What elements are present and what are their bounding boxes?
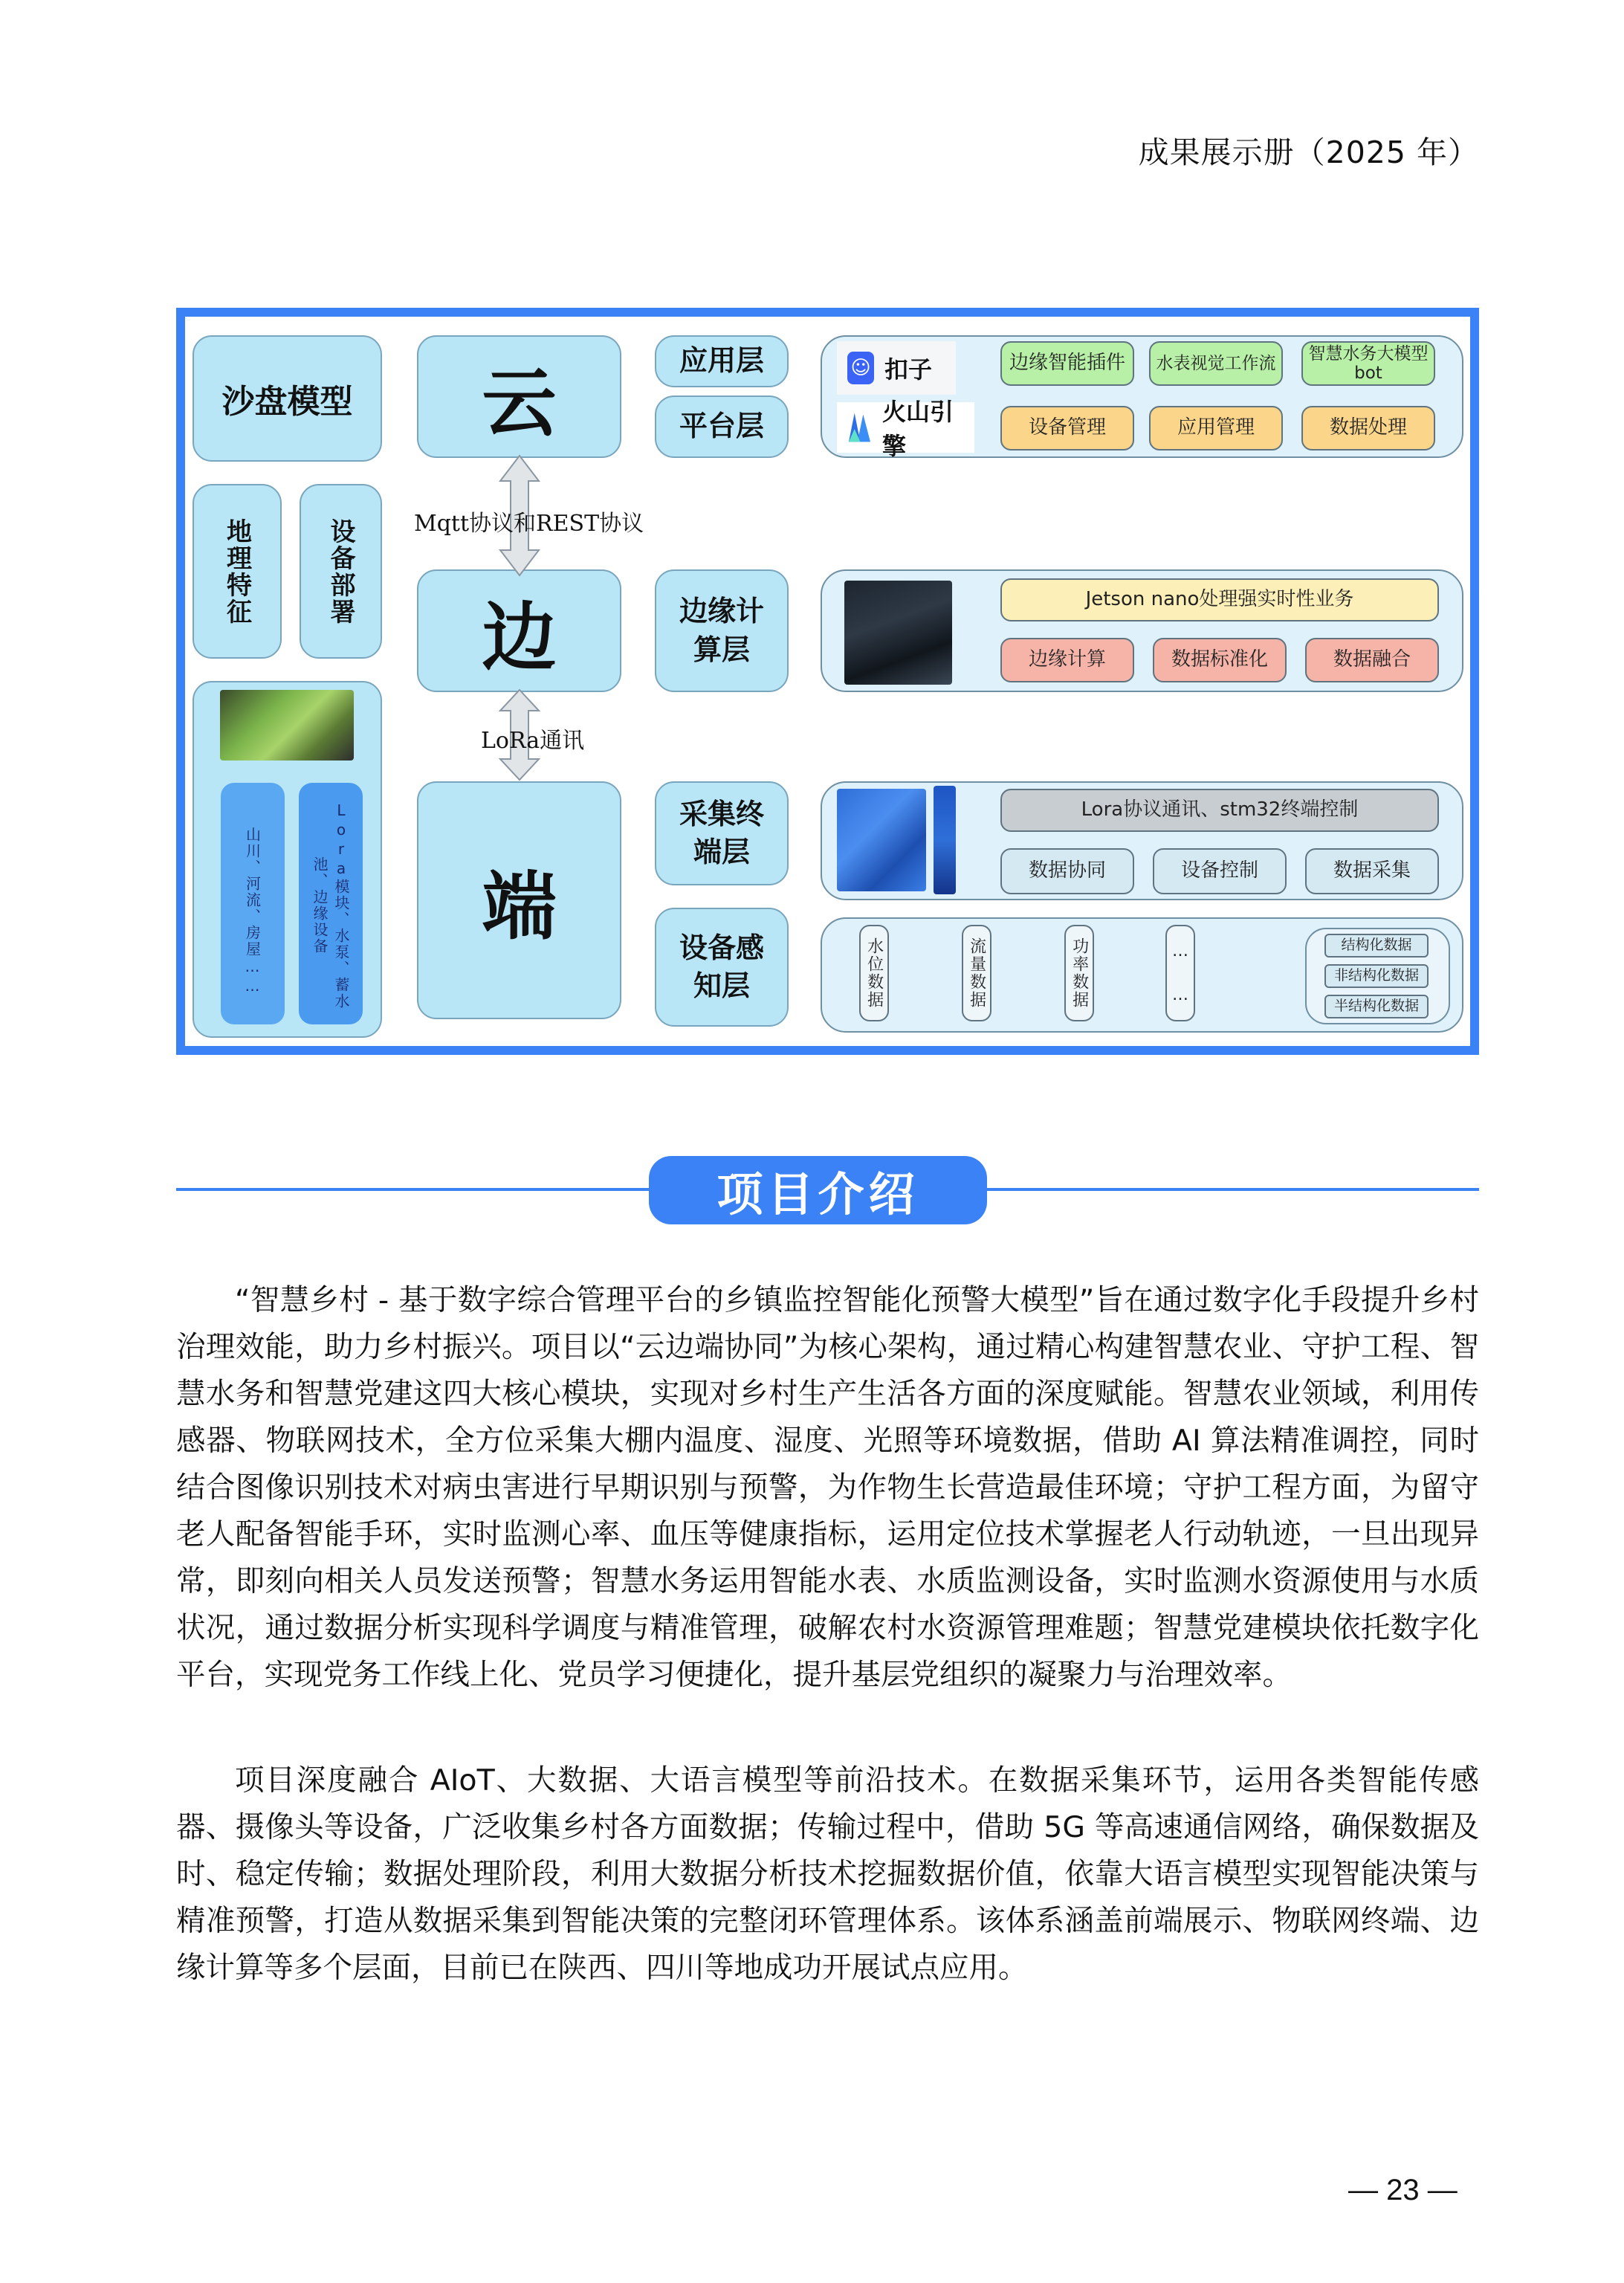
section-title: 项目介绍 [649,1156,987,1224]
geo-features-box [193,484,282,659]
end-tier-label: 端 [482,863,557,950]
ellipsis-2: … [1172,985,1188,1004]
perception-panel [821,917,1463,1033]
application-layer [655,335,789,387]
stm32-mini-board-photo [934,786,956,894]
running-header: 成果展示册（2025 年） [1138,135,1479,170]
terminal-chip-device-control: 设备控制 [1153,848,1287,894]
body-paragraph-2 [176,1757,1479,1992]
terminal-banner: Lora协议通讯、stm32终端控制 [1000,789,1439,832]
perception-col-water-level: 水位数据 [859,925,889,1021]
edge-chip-fusion: 数据融合 [1305,638,1439,682]
perception-col-power: 功率数据 [1064,925,1094,1021]
terrain-label: 山川、河流、房屋…… [243,826,262,996]
edge-panel [821,569,1463,692]
device-perception-layer-label: 设备感知层 [679,931,764,1002]
terminal-chip-data-collection: 数据采集 [1305,848,1439,894]
cloud-chip-app-mgmt: 应用管理 [1149,406,1283,451]
platform-layer [655,395,789,458]
device-deploy-box [300,484,382,659]
cloud-chip-edge-plugin: 边缘智能插件 [1000,341,1134,386]
cloud-chip-device-mgmt: 设备管理 [1000,406,1134,451]
device-deploy-label: 设备部署 [326,517,355,625]
platform-layer-label: 平台层 [679,410,764,443]
edge-chip-compute: 边缘计算 [1000,638,1134,682]
edge-banner: Jetson nano处理强实时性业务 [1000,578,1439,621]
device-perception-layer [655,908,789,1027]
perception-col-more [1165,925,1195,1021]
cloud-chip-water-llm-bot: 智慧水务大模型bot [1301,341,1435,386]
edge-compute-layer-label: 边缘计算层 [679,595,764,666]
terminal-panel [821,781,1463,900]
sand-table-photo [220,690,354,761]
geo-features-label: 地理特征 [221,517,252,625]
data-types-group [1305,928,1450,1024]
application-layer-label: 应用层 [679,344,764,378]
terminal-chip-data-coop: 数据协同 [1000,848,1134,894]
sand-table-detail-box [193,681,382,1038]
cloud-chip-meter-workflow: 水表视觉工作流 [1149,341,1283,386]
volcano-engine-logo [837,398,974,460]
end-tier [417,781,621,1019]
edge-end-protocol-label: LoRa通讯 [481,728,585,754]
jetson-nano-photo [844,581,952,685]
perception-col-flow: 流量数据 [962,925,991,1021]
architecture-diagram [176,308,1479,1055]
cloud-tier [417,335,621,458]
devices-label: Lora模块、水泵、蓄水池、边缘设备 [311,801,350,1010]
cloud-edge-protocol-label: Mqtt协议和REST协议 [414,511,644,537]
collection-terminal-layer [655,781,789,885]
data-type-semistructured: 半结构化数据 [1324,995,1429,1018]
data-type-unstructured: 非结构化数据 [1324,964,1429,988]
volcano-engine-label: 火山引擎 [881,398,954,460]
sand-table-label: 沙盘模型 [221,383,353,421]
devices-column [299,783,363,1024]
edge-chip-standardize: 数据标准化 [1153,638,1287,682]
body-paragraph-1 [176,1277,1479,1699]
page-number: — 23 — [1348,2174,1458,2206]
cloud-panel [821,335,1463,458]
paragraph-2-text: 项目深度融合 AIoT、大数据、大语言模型等前沿技术。在数据采集环节，运用各类智能传感器、摄像头等设备，广泛收集乡村各方面数据；传输过程中，借助 5G 等高速通信网络，确保数据及时、稳定传输；数据处理阶段，利用大数据分析技术挖掘数据价值，依靠大语言模型实现智能决策与精准预警，打造从数据采集到智能决策的完整闭环管理体系。该体系涵盖前端展示、物联网终端、边缘计算等多个层面，目前已在陕西、四川等地成功开展试点应用。 [176,1763,1479,1985]
coze-logo [837,341,956,395]
volcano-engine-icon [847,411,872,444]
terrain-column [221,783,285,1024]
ellipsis-1: … [1172,941,1188,960]
collection-terminal-layer-label: 采集终端层 [679,797,764,868]
coze-logo-label: 扣子 [884,355,933,384]
sand-table-box [193,335,382,462]
paragraph-1-text: “智慧乡村 - 基于数字综合管理平台的乡镇监控智能化预警大模型”旨在通过数字化手段提升乡村治理效能，助力乡村振兴。项目以“云边端协同”为核心架构，通过精心构建智慧农业、守护工程、智慧水务和智慧党建这四大核心模块，实现对乡村生产生活各方面的深度赋能。智慧农业领域，利用传感器、物联网技术，全方位采集大棚内温度、湿度、光照等环境数据，借助 AI 算法精准调控，同时结合图像识别技术对病虫害进行早期识别与预警，为作物生长营造最佳环境；守护工程方面，为留守老人配备智能手环，实时监测心率、血压等健康指标，运用定位技术掌握老人行动轨迹，一旦出现异常，即刻向相关人员发送预警；智慧水务运用智能水表、水质监测设备，实时监测水资源使用与水质状况，通过数据分析实现科学调度与精准管理，破解农村水资源管理难题；智慧党建模块依托数字化平台，实现党务工作线上化、党员学习便捷化，提升基层党组织的凝聚力与治理效率。 [176,1283,1479,1692]
data-type-structured: 结构化数据 [1324,934,1429,958]
edge-compute-layer [655,569,789,692]
cloud-tier-label: 云 [482,359,557,447]
cloud-chip-data-processing: 数据处理 [1301,406,1435,451]
stm32-board-photo [837,789,926,891]
coze-ghost-icon: ☺ [847,352,874,384]
edge-tier [417,569,621,692]
edge-tier-label: 边 [482,593,557,681]
